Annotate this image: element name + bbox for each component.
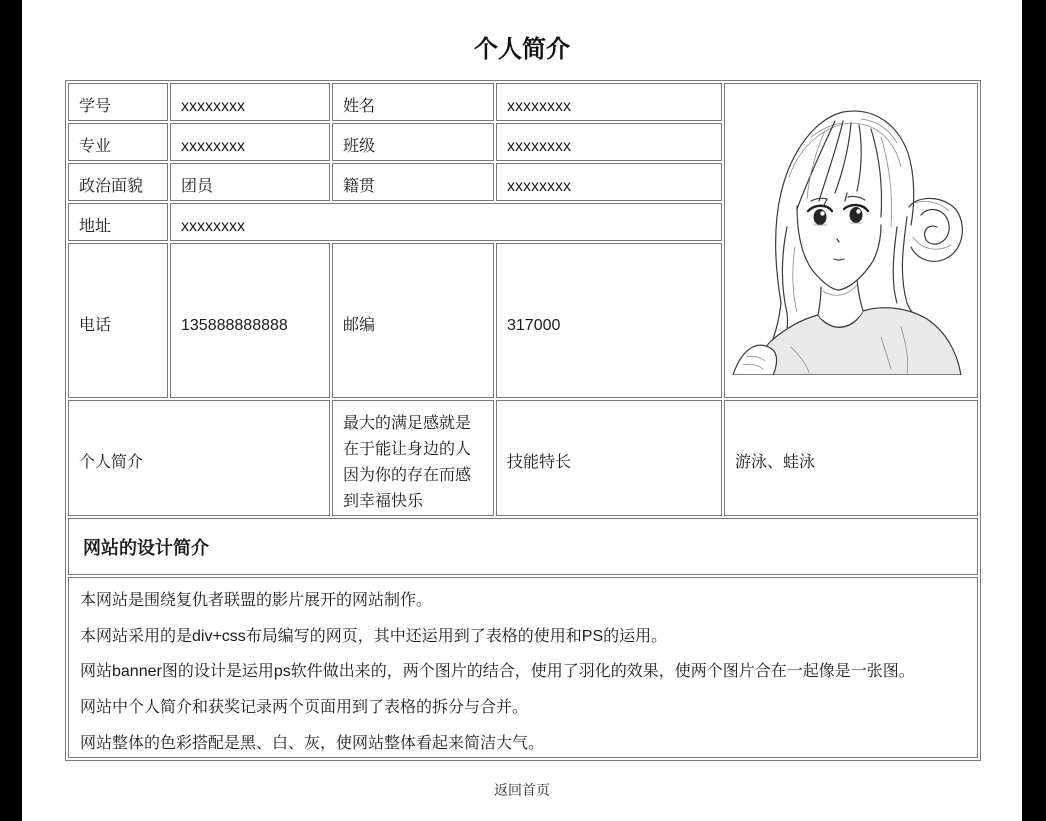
skills-label: 技能特长 xyxy=(496,400,722,516)
design-paragraph: 网站banner图的设计是运用ps软件做出来的，两个图片的结合，使用了羽化的效果，使两个图片合在一起像是一张图。 xyxy=(80,663,915,681)
hair-bun xyxy=(909,198,962,261)
student-id-value: xxxxxxxx xyxy=(170,83,330,121)
profile-table xyxy=(65,80,981,761)
profile-photo-cell xyxy=(724,83,978,398)
anime-girl-sketch-icon xyxy=(731,107,971,375)
face xyxy=(797,167,881,290)
page-title: 个人简介 xyxy=(474,36,570,63)
design-paragraph: 本网站是围绕复仇者联盟的影片展开的网站制作。 xyxy=(80,592,433,609)
back-home-link[interactable]: 返回首页 xyxy=(494,782,550,798)
major-label: 专业 xyxy=(68,123,168,161)
skills-value: 游泳、蛙泳 xyxy=(724,400,978,516)
address-label: 地址 xyxy=(68,203,168,241)
student-id-label: 学号 xyxy=(68,83,168,121)
design-paragraph: 网站中个人简介和获奖记录两个页面用到了表格的拆分与合并。 xyxy=(80,699,529,717)
phone-value: 135888888888 xyxy=(170,243,330,398)
intro-label: 个人简介 xyxy=(68,400,330,516)
address-value: xxxxxxxx xyxy=(170,203,722,241)
design-paragraph: 网站整体的色彩搭配是黑、白、灰，使网站整体看起来简洁大气。 xyxy=(80,734,545,752)
name-value: xxxxxxxx xyxy=(496,83,722,121)
postcode-value: 317000 xyxy=(496,243,722,398)
major-value: xxxxxxxx xyxy=(170,123,330,161)
design-description xyxy=(68,577,978,758)
intro-value: 最大的满足感就是在于能让身边的人因为你的存在而感到幸福快乐 xyxy=(343,415,472,510)
native-place-label: 籍贯 xyxy=(332,163,494,201)
shirt xyxy=(755,307,961,374)
intro-cell xyxy=(332,400,494,516)
name-label: 姓名 xyxy=(332,83,494,121)
political-status-label: 政治面貌 xyxy=(68,163,168,201)
class-value: xxxxxxxx xyxy=(496,123,722,161)
footer xyxy=(22,780,1022,800)
hand xyxy=(733,345,777,375)
political-status-value: 团员 xyxy=(170,163,330,201)
phone-label: 电话 xyxy=(68,243,168,398)
design-paragraph: 本网站采用的是div+css布局编写的网页，其中还运用到了表格的使用和PS的运用。 xyxy=(80,627,668,645)
native-place-value: xxxxxxxx xyxy=(496,163,722,201)
design-heading: 网站的设计简介 xyxy=(68,518,978,575)
postcode-label: 邮编 xyxy=(332,243,494,398)
class-label: 班级 xyxy=(332,123,494,161)
